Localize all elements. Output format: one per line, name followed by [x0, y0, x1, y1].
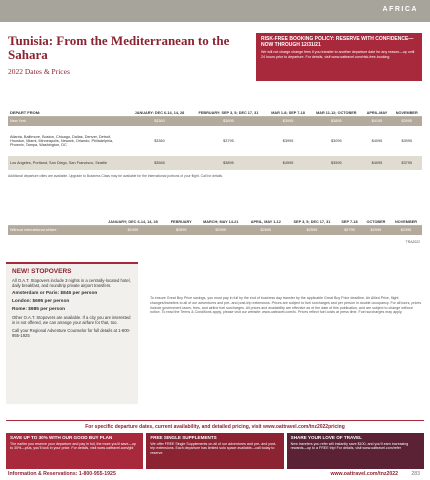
- stopover-price: Rome: $985 per person: [12, 306, 66, 312]
- promo-body: The earlier you reserve your departure and pay in full, the more you'll save—up to 30%—plus, you'll lock in your price. For details, visit www.oattravel.com/gbl: [10, 441, 136, 451]
- stopover-price: Amsterdam or Paris: $845 per person: [12, 290, 98, 296]
- price-cell: $3595: [310, 156, 362, 170]
- price-cell: $3895: [191, 156, 266, 170]
- price-cell: $3360: [128, 126, 191, 156]
- stopovers-other: Other O.A.T. Stopovers are available. If a city you are interested in is not offered, we can arrange your airfare for that, too.: [12, 314, 131, 325]
- price-cell: $3995: [266, 116, 310, 126]
- table2-header: APRIL, MAY 1-12: [245, 209, 287, 225]
- page-subtitle: 2022 Dates & Prices: [8, 67, 70, 76]
- promo-heading: SAVE UP TO 30% WITH OUR GOOD BUY PLAN: [10, 435, 113, 440]
- price-cell: $3795: [191, 126, 266, 156]
- divider: [6, 420, 424, 421]
- table1-header: JANUARY: DEC 6-14, 14, 28: [128, 88, 191, 116]
- price-cell: $2895: [166, 225, 197, 235]
- table1-header: FEBRUARY: SEP 3, 5; DEC 17, 31: [191, 88, 266, 116]
- price-cell: $3360: [128, 116, 191, 126]
- risk-heading: RISK-FREE BOOKING POLICY: RESERVE WITH CONFIDENCE—NOW THROUGH 12/31/21: [261, 36, 414, 48]
- table-row: [8, 126, 422, 156]
- price-cell: $2795: [337, 225, 362, 235]
- table1-header: NOVEMBER: [391, 88, 422, 116]
- pricing-link-text[interactable]: For specific departure dates, current availability, and detailed pricing, visit www.oattravel.com/tnz2022pricing: [85, 424, 345, 430]
- table1-note: Additional departure cities are available. Upgrade to Business Class may be available for the international portions of your flight. Call for details.: [8, 174, 224, 178]
- departs-header: DEPART FROM:: [8, 88, 128, 116]
- promo-box: [6, 433, 143, 469]
- price-cell: $2695: [245, 225, 287, 235]
- table2-note: TRA2022: [405, 240, 420, 244]
- price-cell: $4595: [266, 156, 310, 170]
- promo-box: [146, 433, 283, 469]
- table2-header: SEP 7-18: [337, 209, 362, 225]
- row-label: Los Angeles, Portland, San Diego, San Francisco, Seattle: [8, 156, 128, 170]
- table-row: [8, 116, 422, 126]
- price-cell: $2395: [390, 225, 422, 235]
- price-cell: $2995: [362, 225, 390, 235]
- promo-box: [287, 433, 424, 469]
- promo-area: [6, 433, 424, 469]
- row-label: Without international airfare: [8, 225, 100, 235]
- row-label: Atlanta, Baltimore, Boston, Chicago, Dallas, Denver, Detroit, Houston, Miami, Minneapolis, Newark, Orlando, Philadelphia, Phoenix, Tampa, Washington, DC: [8, 126, 128, 156]
- page-number: 283: [411, 471, 420, 477]
- table1-header: APRIL-MAY: [362, 88, 391, 116]
- promo-heading: FREE SINGLE SUPPLEMENTS: [150, 435, 217, 440]
- table2-header: SEP 3, 5; DEC 17, 31: [287, 209, 337, 225]
- table-row: [8, 225, 422, 235]
- terms-text: To ensure Great Buy Price savings, you must pay in full by the end of business day transfer by the applicable Great Buy Price deadline. Air Allied Price, flight changes/transfers to all of our adventures and pre- and post-trip extensions. Prices are subject to fuel surcharges and per person in double occupancy. For all tours, prices include government taxes, fees, and airline fuel surcharges. All prices and availability are effective as of the date of this publication, and are subject to change without notice. To read the Terms & Conditions apply, please visit our website: www.oattravel.com/tc. Prices reflect fuel costs at press time. Fuel surcharges may apply.: [150, 296, 422, 315]
- risk-body: We will not charge change fees if you transfer to another departure date for any reason—up until 24 hours prior to departure. For details, visit www.oattravel.com/risk-free-booking: [261, 50, 415, 59]
- table2-header: OCTOBER: [362, 209, 390, 225]
- stopovers-box: [6, 262, 138, 404]
- price-cell: $3895: [310, 116, 362, 126]
- footer-website[interactable]: www.oattravel.com/tnz2022: [330, 471, 398, 477]
- price-cell: $3695: [191, 116, 266, 126]
- price-cell: $3795: [391, 156, 422, 170]
- price-cell: $3995: [266, 126, 310, 156]
- table2-header: FEBRUARY: [166, 209, 197, 225]
- region-label: AFRICA: [382, 6, 418, 13]
- page-title: Tunisia: From the Mediterranean to the Sahara: [8, 33, 230, 62]
- table2-header: NOVEMBER: [390, 209, 422, 225]
- stopovers-intro: All O.A.T. Stopovers include 3 nights in a centrally-located hotel, daily breakfast, and roundtrip private airport transfers.: [12, 277, 131, 288]
- price-cell: $4095: [362, 126, 391, 156]
- price-cell: $4095: [362, 156, 391, 170]
- promo-heading: SHARE YOUR LOVE OF TRAVEL: [290, 435, 362, 440]
- price-cell: $2595: [287, 225, 337, 235]
- price-cell: $2995: [197, 225, 245, 235]
- row-label: New York: [8, 116, 128, 126]
- table1-header: MAR 1-8; SEP 7-18: [266, 88, 310, 116]
- price-cell: $4195: [362, 116, 391, 126]
- top-band: [0, 0, 430, 22]
- risk-free-box: [256, 33, 422, 81]
- price-cell: $3095: [310, 126, 362, 156]
- price-table-airfare: [8, 88, 422, 170]
- price-cell: $2495: [100, 225, 166, 235]
- footer-phone: Information & Reservations: 1-800-955-1925: [8, 471, 116, 477]
- promo-body: We offer FREE Single Supplements on all of our adventures and pre- and post-trip extensions. Each departure has limited solo space available—call today to reserve.: [150, 441, 277, 455]
- stopovers-heading: NEW! STOPOVERS: [12, 268, 72, 275]
- table2-corner: [8, 209, 100, 225]
- stopover-price: London: $695 per person: [12, 298, 70, 304]
- price-cell: $3995: [391, 116, 422, 126]
- stopovers-call: Call your Regional Adventure Counselor for full details at 1-800-955-1925: [12, 327, 131, 339]
- price-cell: $3565: [128, 156, 191, 170]
- table2-header: JANUARY; DEC 6-14, 14, 28: [100, 209, 166, 225]
- table1-header: MAR 11-12; OCTOBER: [310, 88, 362, 116]
- price-table-land-only: [8, 209, 422, 235]
- price-cell: $3995: [391, 126, 422, 156]
- table2-header: MARCH; MAY 14-21: [197, 209, 245, 225]
- table-row: [8, 156, 422, 170]
- promo-body: New travelers you refer will instantly save $100, and you'll earn increasing rewards—up to a FREE trip! For details, visit www.oattravel.com/refer: [290, 441, 409, 451]
